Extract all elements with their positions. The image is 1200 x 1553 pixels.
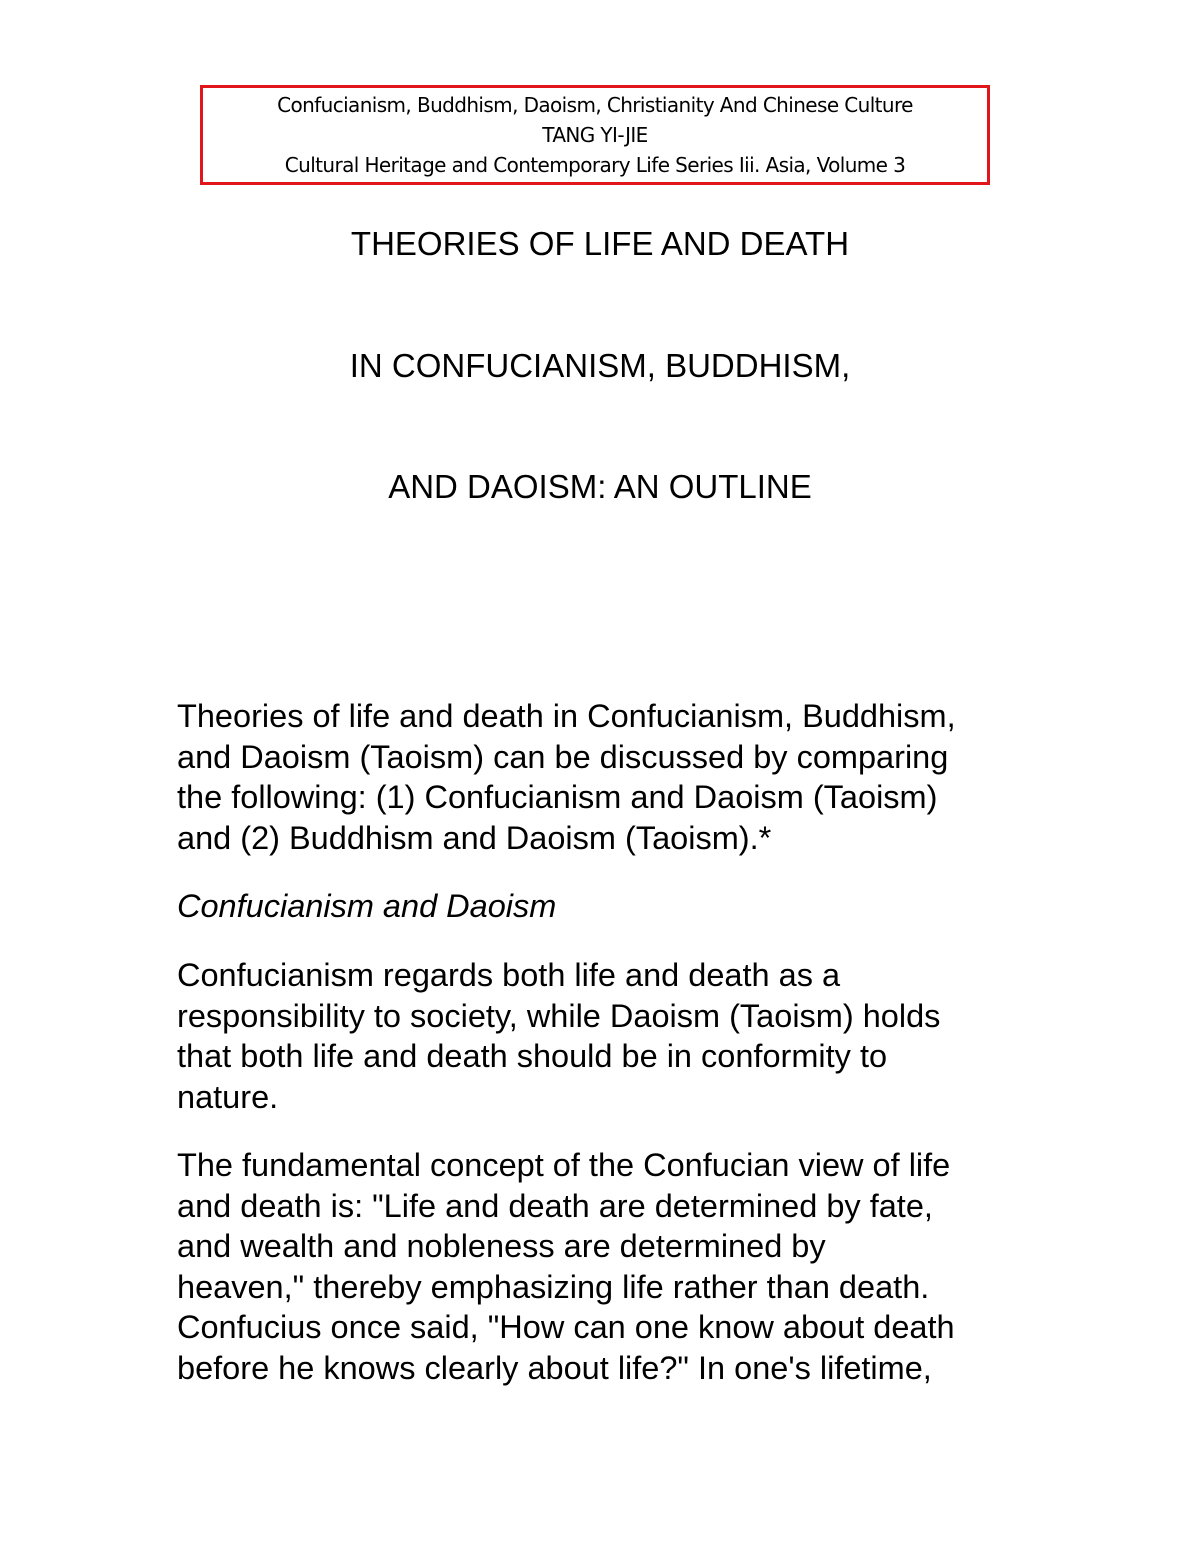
source-series: Cultural Heritage and Contemporary Life Series Iii. Asia, Volume 3 [284, 153, 906, 177]
paragraph-line: the following: (1) Confucianism and Daoism (Taoism) [177, 779, 938, 815]
document-title-line-2: IN CONFUCIANISM, BUDDHISM, [349, 347, 851, 384]
paragraph-line: The fundamental concept of the Confucian view of life [177, 1147, 951, 1183]
section-heading: Confucianism and Daoism [177, 888, 557, 924]
paragraph-line: nature. [177, 1078, 279, 1115]
paragraph-line: that both life and death should be in conformity to [177, 1038, 888, 1074]
paragraph-line: Theories of life and death in Confucianism, Buddhism, [177, 698, 956, 734]
document-title-line-3: AND DAOISM: AN OUTLINE [388, 468, 812, 505]
paragraph-line: and death is: "Life and death are determined by fate, [177, 1187, 933, 1224]
paragraph-line: and wealth and nobleness are determined by [177, 1228, 826, 1264]
paragraph-confucianism-daoism [177, 955, 1057, 1117]
paragraph-line: before he knows clearly about life?" In one's lifetime, [177, 1349, 932, 1386]
source-author: TANG YI-JIE [542, 123, 648, 147]
paragraph-line: responsibility to society, while Daoism (Taoism) holds [177, 997, 941, 1034]
paragraph-confucian-view [177, 1145, 1057, 1388]
document-title-line-1: THEORIES OF LIFE AND DEATH [350, 225, 850, 262]
paragraph-line: Confucianism regards both life and death as a [177, 957, 841, 993]
paragraph-line: and (2) Buddhism and Daoism (Taoism).* [177, 819, 772, 856]
source-citation-box [200, 85, 990, 185]
paragraph-line: heaven," thereby emphasizing life rather than death. [177, 1268, 930, 1305]
paragraph-line: Confucius once said, "How can one know about death [177, 1309, 955, 1345]
source-book-title: Confucianism, Buddhism, Daoism, Christianity And Chinese Culture [277, 93, 913, 117]
paragraph-introduction [177, 696, 1057, 858]
paragraph-line: and Daoism (Taoism) can be discussed by comparing [177, 738, 949, 775]
